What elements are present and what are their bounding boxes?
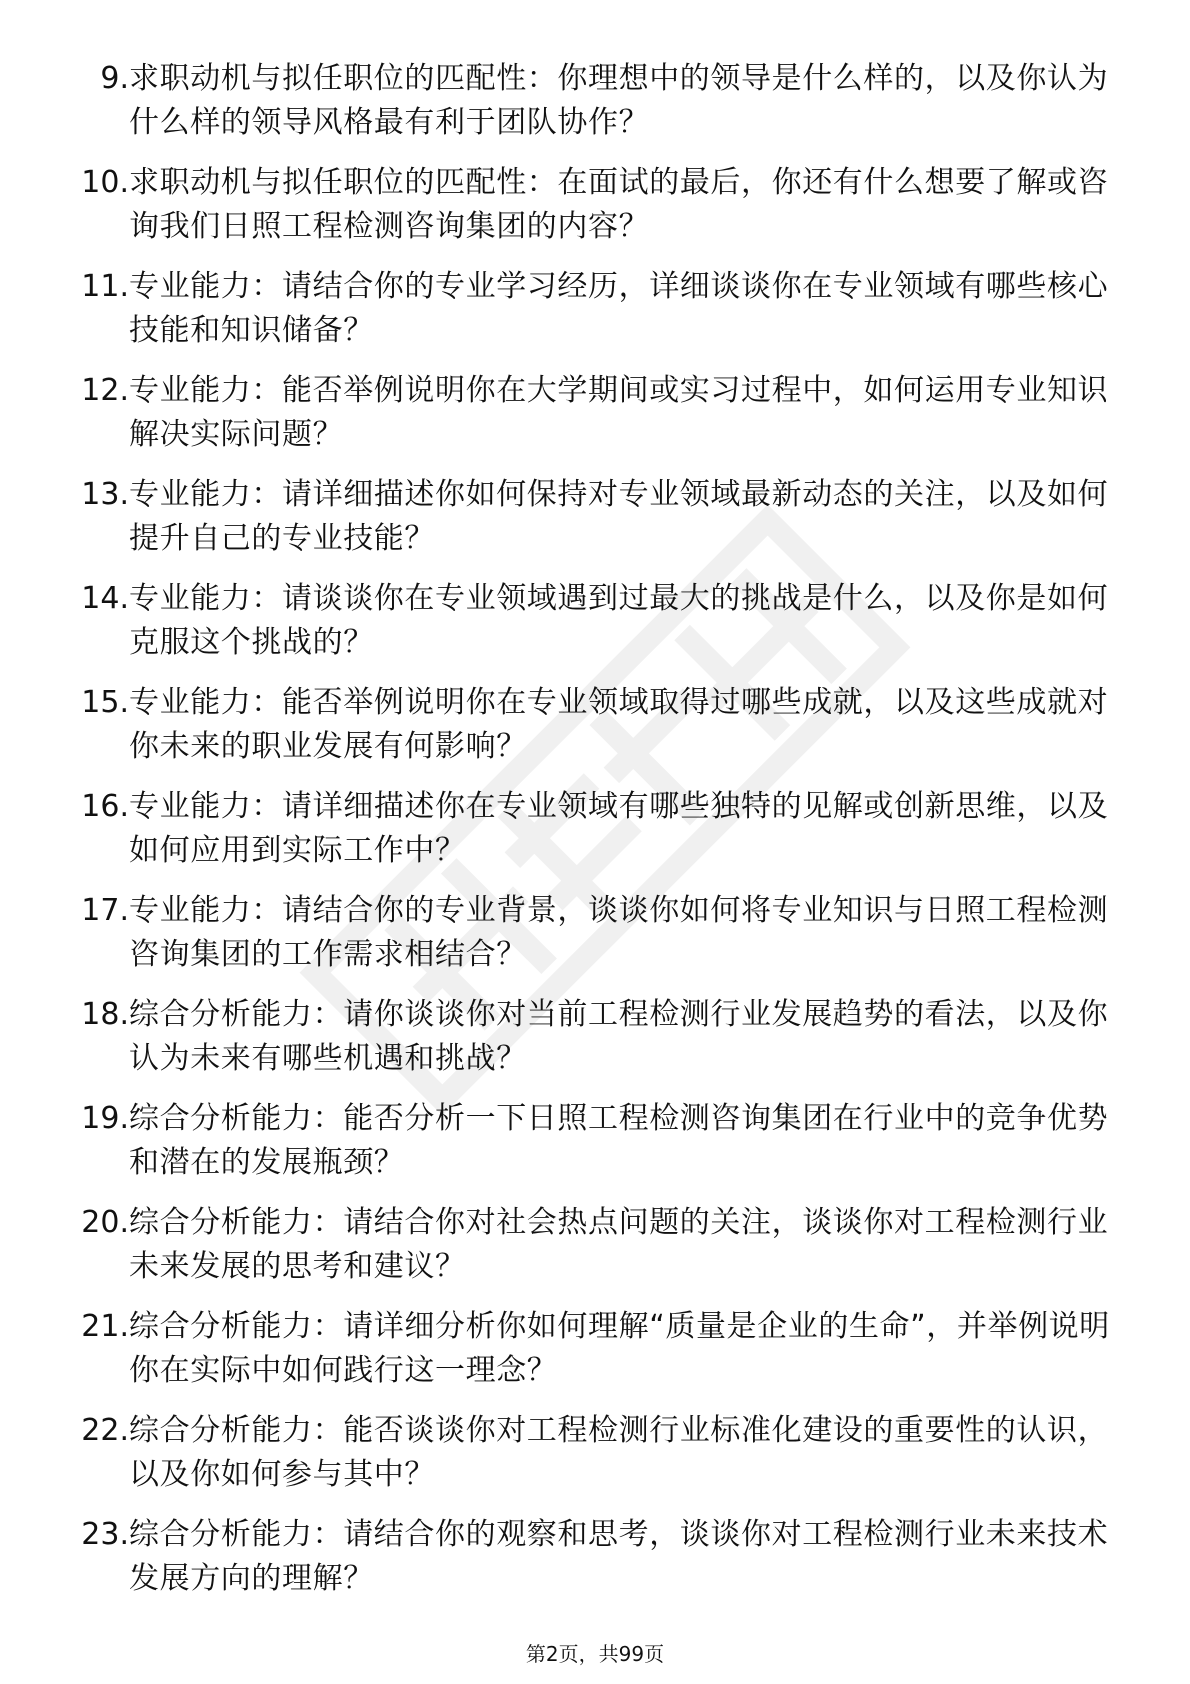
question-item xyxy=(0,1298,1190,1402)
page-number-label: 第2页，共99页 xyxy=(525,1642,665,1666)
question-item xyxy=(0,882,1190,986)
question-text: 综合分析能力：请详细分析你如何理解“质量是企业的生命”，并举例说明你在实际中如何践行这一理念？ xyxy=(129,1309,1110,1388)
question-text: 专业能力：请详细描述你在专业领域有哪些独特的见解或创新思维，以及如何应用到实际工作中？ xyxy=(129,789,1109,868)
question-number: 10. xyxy=(81,165,129,200)
question-number: 20. xyxy=(81,1205,129,1240)
question-number: 17. xyxy=(81,893,129,928)
question-item xyxy=(0,1506,1190,1610)
question-number: 23. xyxy=(81,1517,129,1552)
question-number: 16. xyxy=(81,789,129,824)
question-number: 12. xyxy=(81,373,129,408)
question-item xyxy=(0,778,1190,882)
question-text: 专业能力：请详细描述你如何保持对专业领域最新动态的关注，以及如何提升自己的专业技能？ xyxy=(129,477,1109,556)
question-number: 15. xyxy=(81,685,129,720)
question-number: 14. xyxy=(81,581,129,616)
question-number: 21. xyxy=(81,1309,129,1344)
question-text: 综合分析能力：能否谈谈你对工程检测行业标准化建设的重要性的认识，以及你如何参与其中？ xyxy=(129,1413,1109,1492)
question-number: 19. xyxy=(81,1101,129,1136)
question-item xyxy=(0,154,1190,258)
question-list xyxy=(0,50,1190,1610)
question-text: 综合分析能力：请结合你的观察和思考，谈谈你对工程检测行业未来技术发展方向的理解？ xyxy=(129,1517,1109,1596)
question-item xyxy=(0,570,1190,674)
question-number: 9. xyxy=(100,61,129,96)
question-item xyxy=(0,1194,1190,1298)
question-item xyxy=(0,362,1190,466)
question-item xyxy=(0,50,1190,154)
question-text: 综合分析能力：请结合你对社会热点问题的关注，谈谈你对工程检测行业未来发展的思考和建议？ xyxy=(129,1205,1109,1284)
question-number: 11. xyxy=(81,269,129,304)
question-item xyxy=(0,1402,1190,1506)
question-text: 综合分析能力：请你谈谈你对当前工程检测行业发展趋势的看法，以及你认为未来有哪些机遇和挑战？ xyxy=(129,997,1109,1076)
question-text: 专业能力：能否举例说明你在大学期间或实习过程中，如何运用专业知识解决实际问题？ xyxy=(129,373,1109,452)
question-text: 专业能力：能否举例说明你在专业领域取得过哪些成就，以及这些成就对你未来的职业发展有何影响？ xyxy=(129,685,1109,764)
question-text: 专业能力：请结合你的专业背景，谈谈你如何将专业知识与日照工程检测咨询集团的工作需求相结合？ xyxy=(129,893,1109,972)
question-text: 求职动机与拟任职位的匹配性：在面试的最后，你还有什么想要了解或咨询我们日照工程检测咨询集团的内容？ xyxy=(129,165,1109,244)
question-text: 专业能力：请结合你的专业学习经历，详细谈谈你在专业领域有哪些核心技能和知识储备？ xyxy=(129,269,1109,348)
question-item xyxy=(0,466,1190,570)
question-number: 18. xyxy=(81,997,129,1032)
question-text: 专业能力：请谈谈你在专业领域遇到过最大的挑战是什么，以及你是如何克服这个挑战的？ xyxy=(129,581,1109,660)
question-item xyxy=(0,674,1190,778)
question-text: 综合分析能力：能否分析一下日照工程检测咨询集团在行业中的竞争优势和潜在的发展瓶颈？ xyxy=(129,1101,1109,1180)
question-number: 13. xyxy=(81,477,129,512)
question-number: 22. xyxy=(81,1413,129,1448)
question-text: 求职动机与拟任职位的匹配性：你理想中的领导是什么样的，以及你认为什么样的领导风格最有利于团队协作？ xyxy=(129,61,1109,140)
question-item xyxy=(0,258,1190,362)
question-item xyxy=(0,1090,1190,1194)
question-item xyxy=(0,986,1190,1090)
page-footer xyxy=(0,1638,1190,1667)
